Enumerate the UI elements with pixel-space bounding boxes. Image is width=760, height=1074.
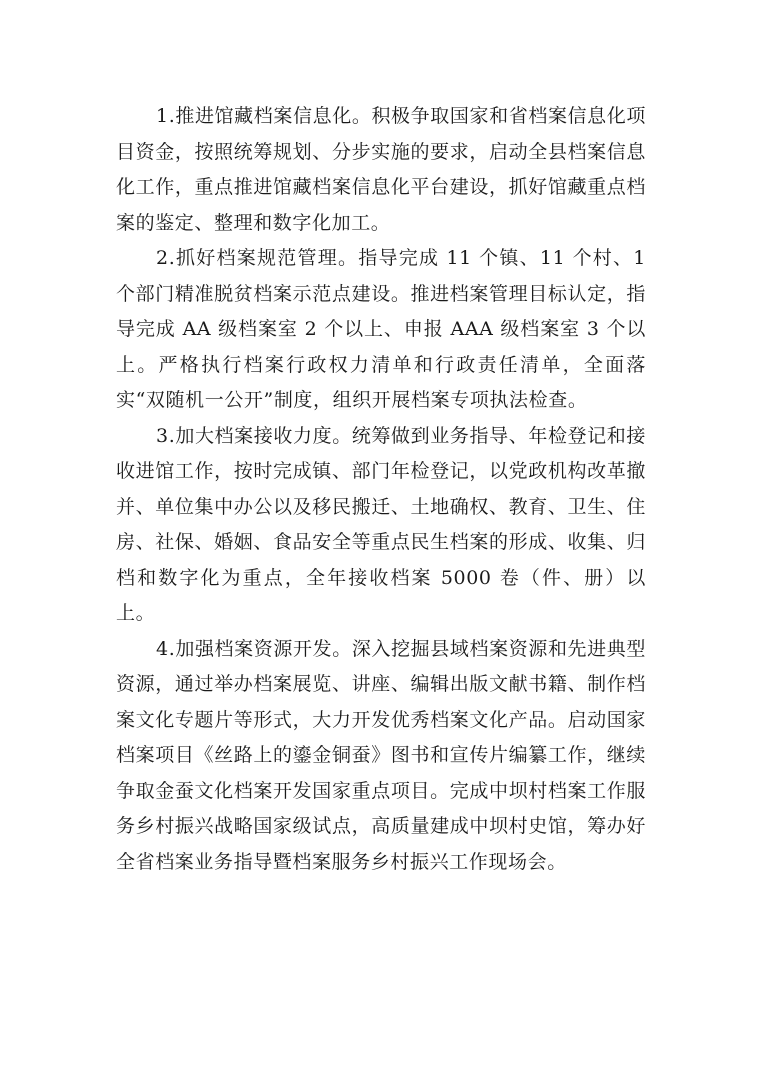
paragraph-archive-standard-management: 2.抓好档案规范管理。指导完成 11 个镇、11 个村、1 个部门精准脱贫档案示范点建设。推进档案管理目标认定，指导完成 AA 级档案室 2 个以上、申报 AAA 级档案室 3 个以上。严格执行档案行政权力清单和行政责任清单，全面落实“双随机一公开”制度，组织开展档案专项执法检查。 <box>116 247 646 411</box>
paragraph-archive-informatization: 1.推进馆藏档案信息化。积极争取国家和省档案信息化项目资金，按照统筹规划、分步实施的要求，启动全县档案信息化工作，重点推进馆藏档案信息化平台建设，抓好馆藏重点档案的鉴定、整理和数字化加工。 <box>116 105 646 234</box>
paragraph-archive-receiving: 3.加大档案接收力度。统筹做到业务指导、年检登记和接收进馆工作，按时完成镇、部门年检登记，以党政机构改革撤并、单位集中办公以及移民搬迁、土地确权、教育、卫生、住房、社保、婚姻、食品安全等重点民生档案的形成、收集、归档和数字化为重点，全年接收档案 5000 卷（件、册）以上。 <box>116 424 646 624</box>
document-body <box>116 99 646 880</box>
paragraph-archive-resource-development: 4.加强档案资源开发。深入挖掘县域档案资源和先进典型资源，通过举办档案展览、讲座、编辑出版文献书籍、制作档案文化专题片等形式，大力开发优秀档案文化产品。启动国家档案项目《丝路上的鎏金铜蚕》图书和宣传片编纂工作，继续争取金蚕文化档案开发国家重点项目。完成中坝村档案工作服务乡村振兴战略国家级试点，高质量建成中坝村史馆，筹办好全省档案业务指导暨档案服务乡村振兴工作现场会。 <box>116 637 646 873</box>
